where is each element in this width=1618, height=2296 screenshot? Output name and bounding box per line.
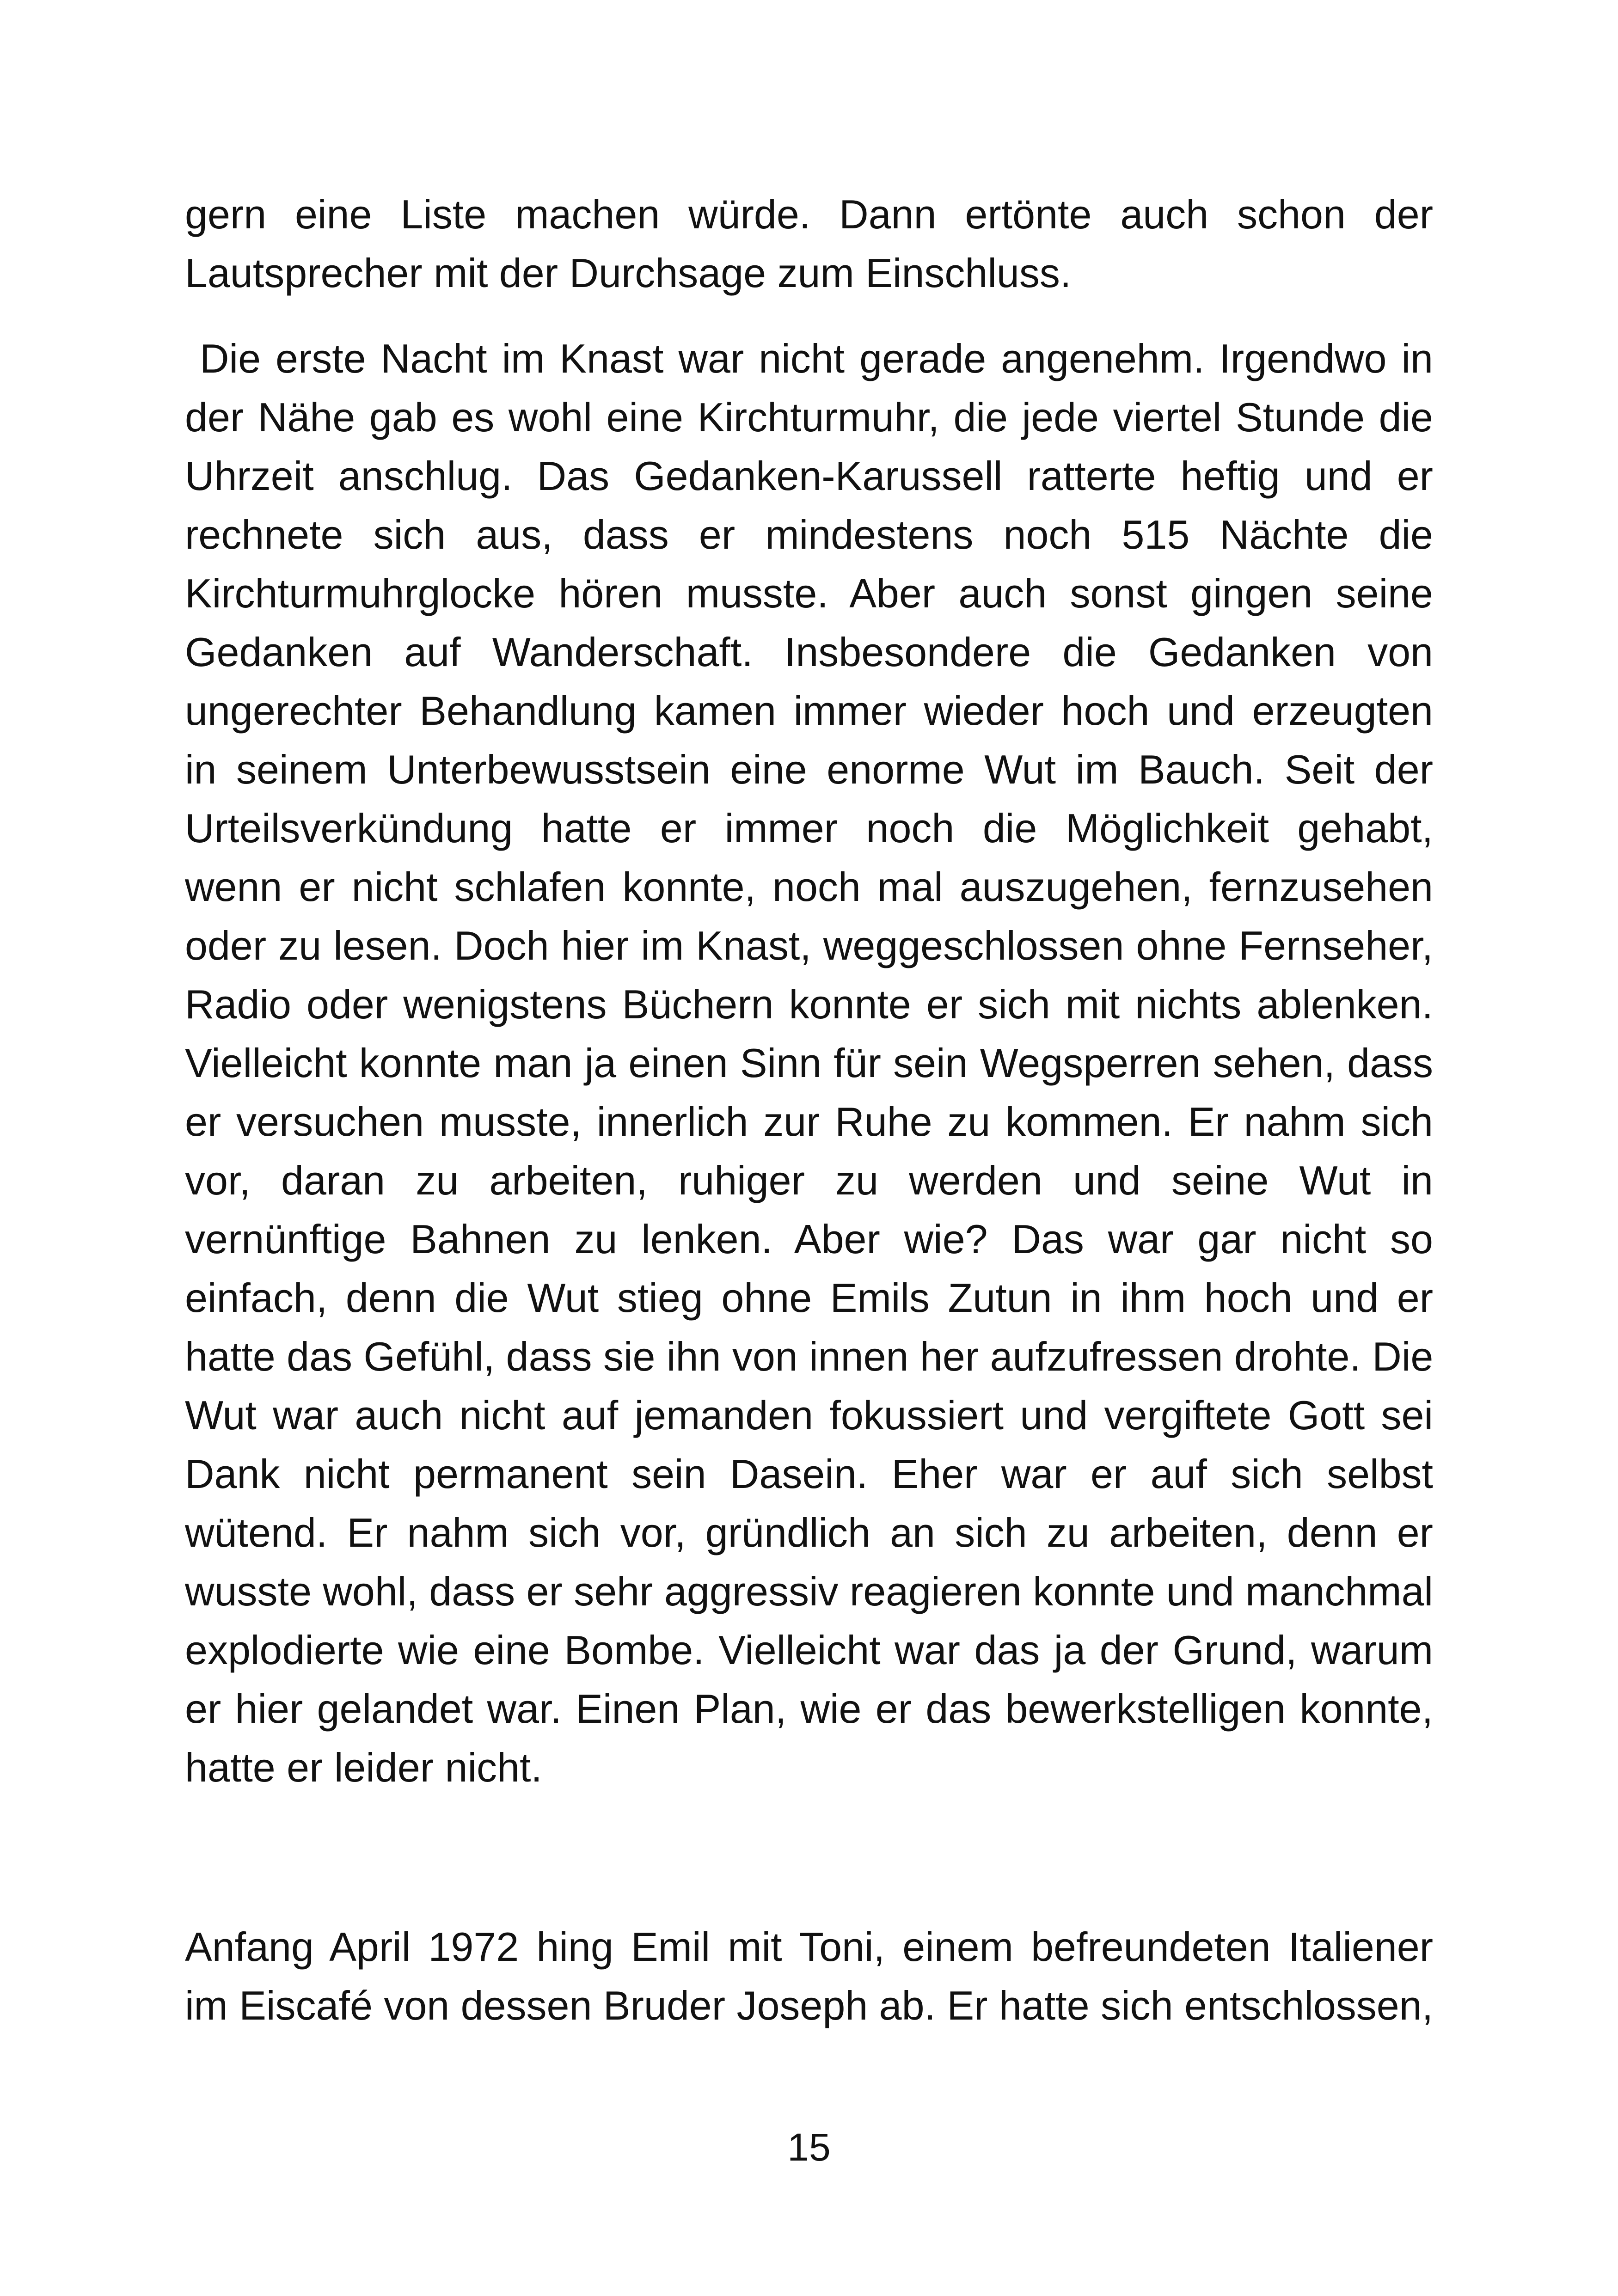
text-line: gern eine Liste machen würde. Dann ertönte auch schon der: [185, 191, 1433, 237]
text-line: Vielleicht konnte man ja einen Sinn für sein Wegsperren sehen, dass: [185, 1040, 1433, 1086]
text-line: hatte er leider nicht.: [185, 1745, 542, 1790]
text-line: Uhrzeit anschlug. Das Gedanken-Karussell ratterte heftig und er: [185, 453, 1433, 499]
text-line: im Eiscafé von dessen Bruder Joseph ab. Er hatte sich entschlossen,: [185, 1983, 1434, 2028]
text-line: vor, daran zu arbeiten, ruhiger zu werden und seine Wut in: [185, 1157, 1433, 1203]
text-line: vernünftige Bahnen zu lenken. Aber wie? Das war gar nicht so: [185, 1216, 1433, 1262]
text-line: wütend. Er nahm sich vor, gründlich an sich zu arbeiten, denn er: [185, 1510, 1433, 1555]
text-line: der Nähe gab es wohl eine Kirchturmuhr, die jede viertel Stunde die: [185, 394, 1433, 440]
page-number: 15: [787, 2125, 831, 2169]
text-line: wusste wohl, dass er sehr aggressiv reagieren konnte und manchmal: [185, 1568, 1434, 1614]
text-line: explodierte wie eine Bombe. Vielleicht war das ja der Grund, warum: [185, 1627, 1433, 1673]
text-line: ungerechter Behandlung kamen immer wieder hoch und erzeugten: [185, 688, 1433, 734]
text-line: Lautsprecher mit der Durchsage zum Einschluss.: [185, 250, 1072, 296]
text-line: einfach, denn die Wut stieg ohne Emils Zutun in ihm hoch und er: [185, 1275, 1433, 1321]
text-line: hatte das Gefühl, dass sie ihn von innen her aufzufressen drohte. Die: [185, 1334, 1434, 1379]
text-line: Die erste Nacht im Knast war nicht gerade angenehm. Irgendwo in: [185, 336, 1433, 381]
paragraph-3: [185, 1917, 1433, 2035]
text-line: Radio oder wenigstens Büchern konnte er sich mit nichts ablenken.: [185, 981, 1433, 1027]
text-line: in seinem Unterbewusstsein eine enorme Wut im Bauch. Seit der: [185, 747, 1433, 792]
text-line: Wut war auch nicht auf jemanden fokussiert und vergiftete Gott sei: [185, 1392, 1433, 1438]
text-line: Urteilsverkündung hatte er immer noch die Möglichkeit gehabt,: [185, 805, 1433, 851]
text-line: Gedanken auf Wanderschaft. Insbesondere die Gedanken von: [185, 629, 1433, 675]
paragraph-1: [185, 185, 1433, 302]
text-line: oder zu lesen. Doch hier im Knast, weggeschlossen ohne Fernseher,: [185, 923, 1433, 968]
paragraph-2: [185, 329, 1433, 1797]
text-line: Kirchturmuhrglocke hören musste. Aber auch sonst gingen seine: [185, 570, 1433, 616]
text-line: wenn er nicht schlafen konnte, noch mal auszugehen, fernzusehen: [185, 864, 1433, 910]
text-line: Anfang April 1972 hing Emil mit Toni, einem befreundeten Italiener: [185, 1924, 1433, 1970]
text-line: rechnete sich aus, dass er mindestens noch 515 Nächte die: [185, 512, 1433, 557]
text-line: er hier gelandet war. Einen Plan, wie er das bewerkstelligen konnte,: [185, 1686, 1433, 1732]
text-line: er versuchen musste, innerlich zur Ruhe zu kommen. Er nahm sich: [185, 1099, 1433, 1145]
text-line: Dank nicht permanent sein Dasein. Eher war er auf sich selbst: [185, 1451, 1433, 1497]
